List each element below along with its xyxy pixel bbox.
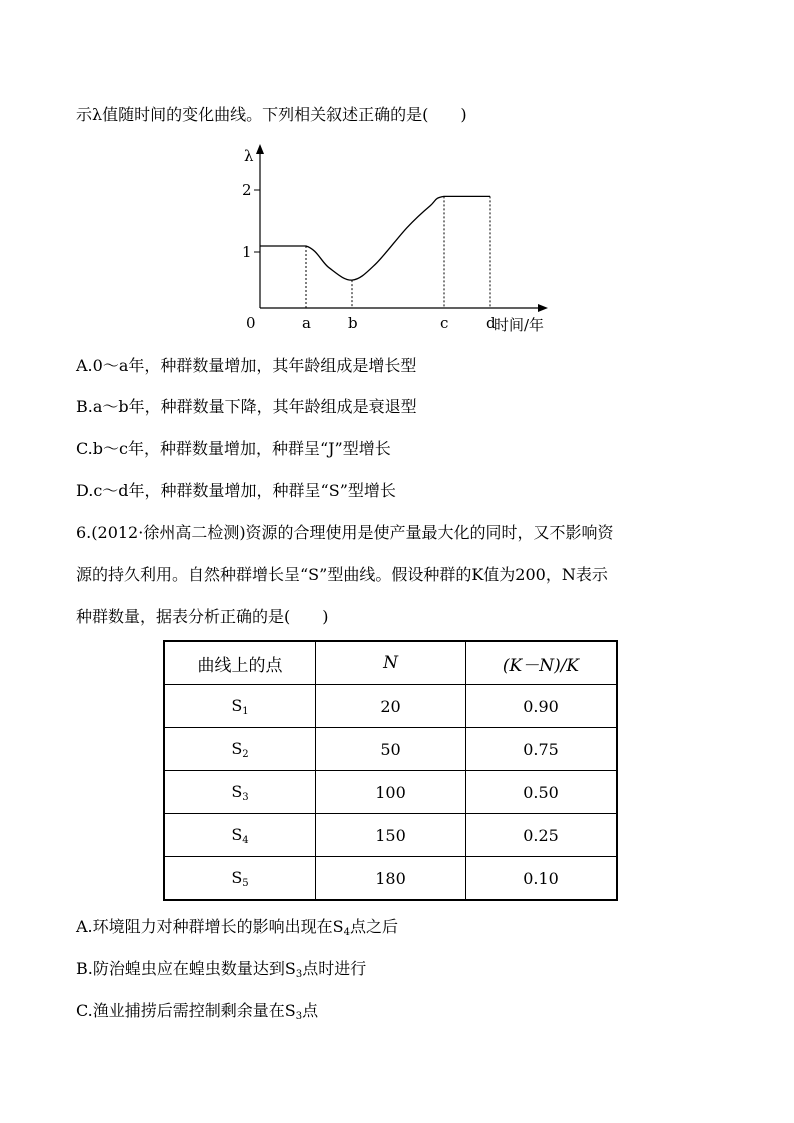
- table-row: [164, 771, 617, 814]
- data-table: [163, 640, 618, 901]
- y-axis-arrow: [256, 144, 264, 154]
- x-tick-label-b: b: [348, 314, 358, 332]
- y-axis-label: λ: [244, 147, 254, 165]
- header-n: N: [316, 641, 466, 685]
- table-row: [164, 685, 617, 728]
- table-row: [164, 728, 617, 771]
- cell-ratio: 0.90: [466, 685, 618, 728]
- question5-stem: 示λ值随时间的变化曲线。下列相关叙述正确的是( ): [76, 105, 467, 124]
- q5-option-d: D.c～d年，种群数量增加，种群呈“S”型增长: [76, 481, 396, 500]
- q6-option-a: A.环境阻力对种群增长的影响出现在$S_4$点之后: [76, 917, 398, 938]
- q5-option-a: A.0～a年，种群数量增加，其年龄组成是增长型: [76, 356, 417, 375]
- table-row: [164, 814, 617, 857]
- q6-option-c: C.渔业捕捞后需控制剩余量在$S_3$点: [76, 1001, 319, 1022]
- cell-n: 20: [316, 685, 466, 728]
- cell-n: 180: [316, 857, 466, 901]
- x-tick-label-c: c: [440, 314, 449, 332]
- cell-n: 150: [316, 814, 466, 857]
- y-tick-label-2: 2: [242, 181, 252, 199]
- x-tick-label-a: a: [302, 314, 311, 332]
- cell-point: $S_5$: [164, 857, 316, 901]
- cell-point: $S_4$: [164, 814, 316, 857]
- q6-option-b: B.防治蝗虫应在蝗虫数量达到$S_3$点时进行: [76, 959, 367, 980]
- question6-line3: 种群数量，据表分析正确的是( ): [76, 607, 329, 626]
- question6-line2: 源的持久利用。自然种群增长呈“S”型曲线。假设种群的K值为200，N表示: [76, 565, 608, 584]
- cell-point: $S_2$: [164, 728, 316, 771]
- header-ratio: (K－N)/K: [466, 641, 618, 685]
- table-header-row: [164, 641, 617, 685]
- cell-ratio: 0.25: [466, 814, 618, 857]
- q5-option-c: C.b～c年，种群数量增加，种群呈“J”型增长: [76, 439, 391, 458]
- table-row: [164, 857, 617, 901]
- cell-ratio: 0.50: [466, 771, 618, 814]
- cell-point: $S_1$: [164, 685, 316, 728]
- cell-ratio: 0.10: [466, 857, 618, 901]
- x-axis-label: 时间/年: [494, 316, 545, 334]
- q5-option-b: B.a～b年，种群数量下降，其年龄组成是衰退型: [76, 397, 417, 416]
- x-tick-label-d: d: [486, 314, 496, 332]
- lambda-chart: [236, 140, 566, 340]
- x-axis-arrow: [538, 304, 548, 312]
- cell-n: 100: [316, 771, 466, 814]
- question6-line1: 6.(2012·徐州高二检测)资源的合理使用是使产量最大化的同时，又不影响资: [76, 523, 614, 542]
- cell-ratio: 0.75: [466, 728, 618, 771]
- lambda-curve: [260, 196, 490, 280]
- cell-point: $S_3$: [164, 771, 316, 814]
- y-tick-label-1: 1: [242, 243, 252, 261]
- origin-label: 0: [246, 314, 256, 332]
- header-point: 曲线上的点: [164, 641, 316, 685]
- cell-n: 50: [316, 728, 466, 771]
